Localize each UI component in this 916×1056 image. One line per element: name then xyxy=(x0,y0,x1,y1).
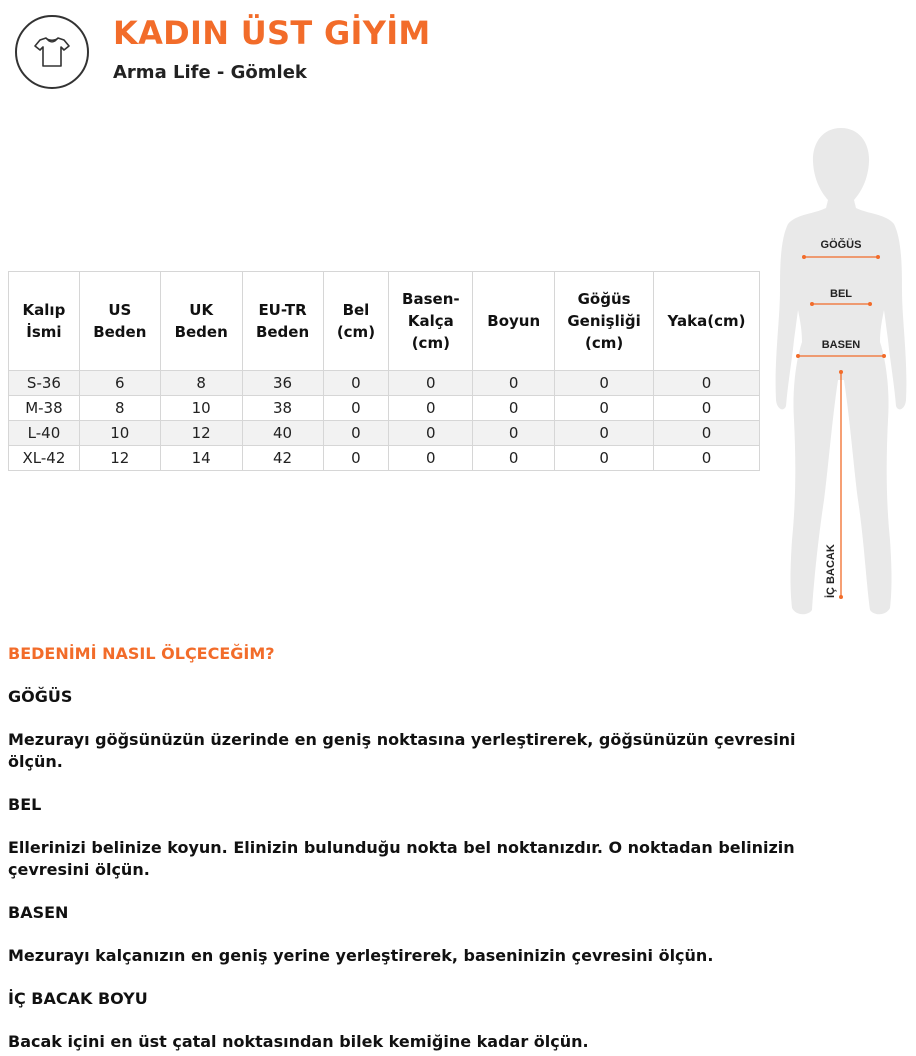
bel-left-dot xyxy=(810,302,814,306)
col-header-gogus-genisligi: Göğüs Genişliği (cm) xyxy=(555,272,654,371)
table-cell: 0 xyxy=(473,396,555,421)
table-cell: M-38 xyxy=(9,396,80,421)
col-header-boyun: Boyun xyxy=(473,272,555,371)
table-cell: 38 xyxy=(242,396,323,421)
table-cell: 0 xyxy=(654,421,760,446)
gogus-text: Mezurayı göğsünüzün üzerinde en geniş noktasına yerleştirerek, göğsünüzün çevresini ölçün. xyxy=(8,730,796,771)
table-cell: 0 xyxy=(555,371,654,396)
table-header-row xyxy=(9,272,760,371)
basen-left-dot xyxy=(796,354,800,358)
ic-bacak-title: İÇ BACAK BOYU xyxy=(8,989,148,1008)
table-row xyxy=(9,421,760,446)
col-header-eu-tr-beden: EU-TR Beden xyxy=(242,272,323,371)
ic-bacak-text: Bacak içini en üst çatal noktasından bilek kemiğine kadar ölçün. xyxy=(8,1032,589,1051)
table-cell: 0 xyxy=(473,421,555,446)
body-measurement-figure xyxy=(766,120,916,625)
table-cell: XL-42 xyxy=(9,446,80,471)
basen-text: Mezurayı kalçanızın en geniş yerine yerleştirerek, baseninizin çevresini ölçün. xyxy=(8,946,714,965)
gogus-right-dot xyxy=(876,255,880,259)
table-cell: 0 xyxy=(555,421,654,446)
table-cell: 0 xyxy=(555,446,654,471)
table-cell: 6 xyxy=(79,371,160,396)
size-table xyxy=(8,271,760,471)
basen-label: BASEN xyxy=(821,339,861,351)
table-cell: 12 xyxy=(79,446,160,471)
tshirt-icon xyxy=(34,35,70,69)
table-cell: 0 xyxy=(323,446,389,471)
table-cell: 0 xyxy=(389,371,473,396)
table-cell: 0 xyxy=(473,371,555,396)
table-cell: 0 xyxy=(389,421,473,446)
table-row xyxy=(9,371,760,396)
table-cell: 0 xyxy=(555,396,654,421)
table-cell: 40 xyxy=(242,421,323,446)
table-cell: 10 xyxy=(79,421,160,446)
table-cell: S-36 xyxy=(9,371,80,396)
table-cell: 12 xyxy=(160,421,242,446)
gogus-left-dot xyxy=(802,255,806,259)
guide-heading: BEDENİMİ NASIL ÖLÇECEĞİM? xyxy=(8,644,275,663)
basen-right-dot xyxy=(882,354,886,358)
table-cell: 8 xyxy=(79,396,160,421)
bel-right-dot xyxy=(868,302,872,306)
table-cell: 0 xyxy=(323,396,389,421)
basen-title: BASEN xyxy=(8,903,69,922)
table-cell: 8 xyxy=(160,371,242,396)
bel-title: BEL xyxy=(8,795,42,814)
table-cell: 42 xyxy=(242,446,323,471)
table-cell: 0 xyxy=(654,371,760,396)
table-cell: 0 xyxy=(323,371,389,396)
page-title: KADIN ÜST GİYİM xyxy=(113,14,431,52)
col-header-basen-kalca: Basen- Kalça (cm) xyxy=(389,272,473,371)
gogus-title: GÖĞÜS xyxy=(8,687,73,706)
table-cell: 0 xyxy=(389,396,473,421)
ic-bacak-bottom-dot xyxy=(839,595,843,599)
gogus-label: GÖĞÜS xyxy=(820,239,862,251)
table-cell: 14 xyxy=(160,446,242,471)
col-header-us-beden: US Beden xyxy=(79,272,160,371)
table-row xyxy=(9,446,760,471)
col-header-yaka: Yaka(cm) xyxy=(654,272,760,371)
table-cell: 0 xyxy=(473,446,555,471)
ic-bacak-label: İÇ BACAK xyxy=(825,544,837,598)
col-header-kalip-ismi: Kalıp İsmi xyxy=(9,272,80,371)
table-row xyxy=(9,396,760,421)
table-cell: L-40 xyxy=(9,421,80,446)
table-cell: 0 xyxy=(323,421,389,446)
ic-bacak-top-dot xyxy=(839,370,843,374)
tshirt-logo xyxy=(15,15,89,89)
table-cell: 10 xyxy=(160,396,242,421)
col-header-uk-beden: UK Beden xyxy=(160,272,242,371)
table-cell: 36 xyxy=(242,371,323,396)
bel-text: Ellerinizi belinize koyun. Elinizin bulunduğu nokta bel noktanızdır. O noktadan belinizin çevresini ölçün. xyxy=(8,838,795,879)
table-cell: 0 xyxy=(654,446,760,471)
col-header-bel: Bel (cm) xyxy=(323,272,389,371)
table-cell: 0 xyxy=(389,446,473,471)
product-subtitle: Arma Life - Gömlek xyxy=(113,62,307,83)
bel-label: BEL xyxy=(830,288,852,300)
measuring-guide xyxy=(8,643,808,1053)
table-cell: 0 xyxy=(654,396,760,421)
